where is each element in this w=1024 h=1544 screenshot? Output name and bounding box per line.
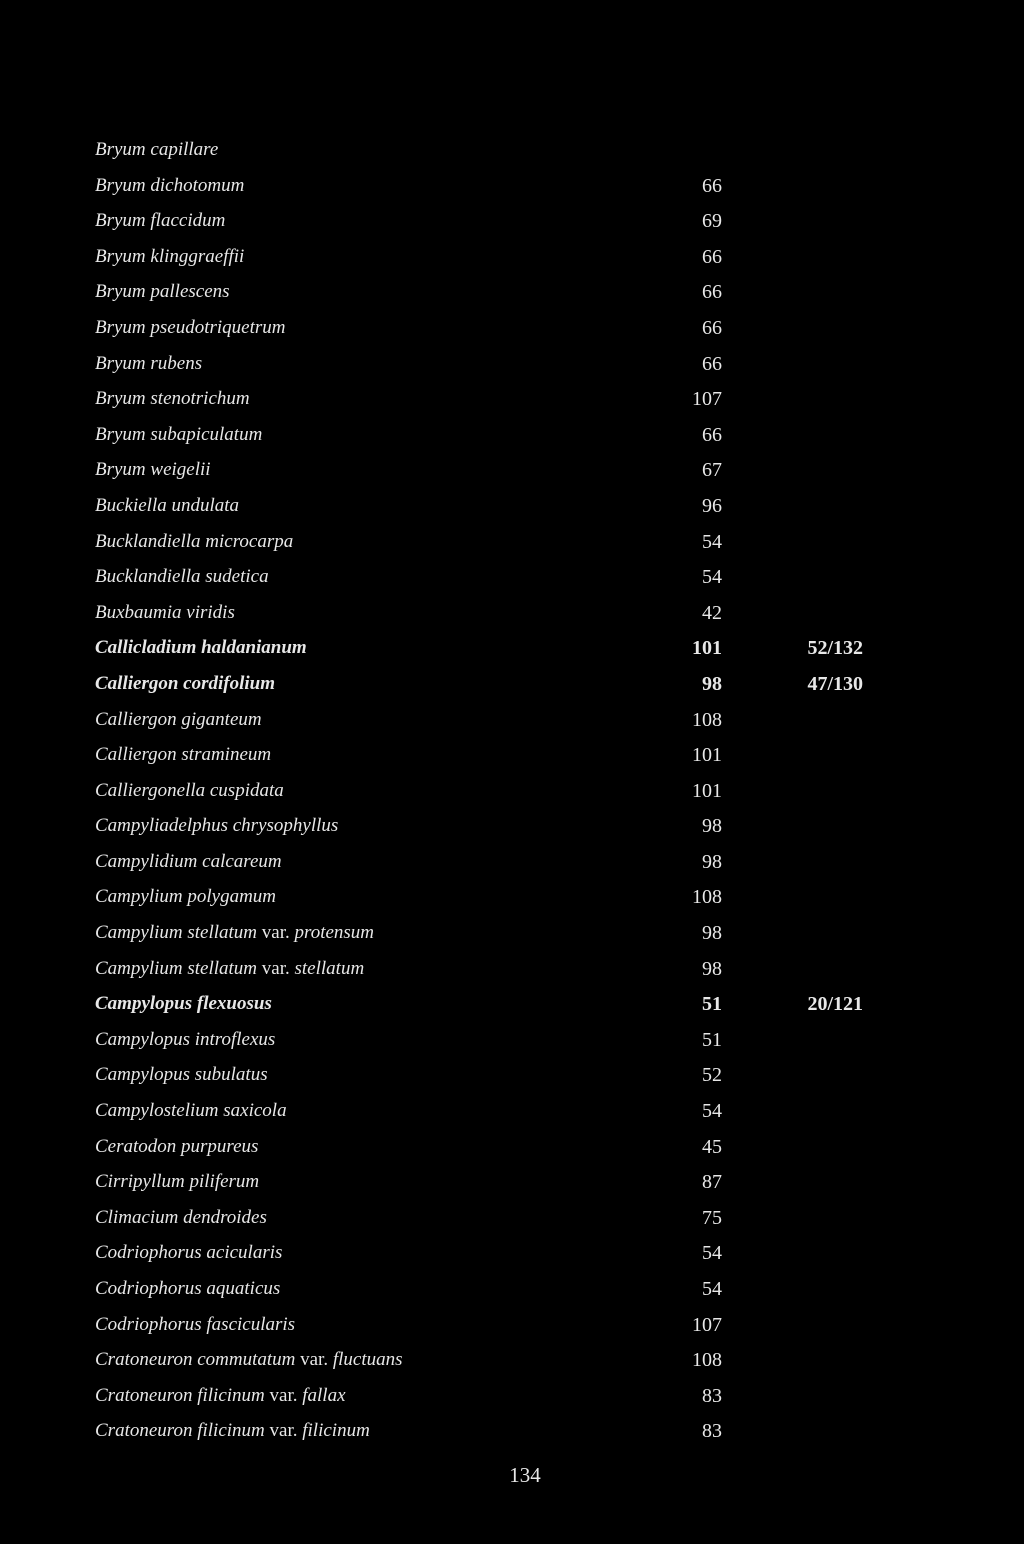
species-name [95,1095,287,1127]
epithet: flexuosus [196,993,272,1015]
page-reference: 54 [702,1242,722,1265]
epithet: sudetica [205,566,269,588]
genus: Campyliadelphus [95,815,228,837]
index-entry [0,953,1024,989]
plate-reference: 20/121 [807,993,863,1016]
species-name [95,134,218,166]
genus: Codriophorus [95,1278,202,1299]
index-entry [0,597,1024,633]
index-entry [0,1095,1024,1131]
species-name [95,917,374,949]
epithet: subulatus [194,1064,268,1086]
rank: var. [269,1420,298,1442]
index-entry [0,1024,1024,1060]
index-entry [0,454,1024,490]
epithet: rubens [150,352,203,374]
index-entry [0,1131,1024,1167]
page-reference: 98 [702,957,722,980]
epithet: stramineum [181,744,272,766]
species-name [95,739,271,771]
page-reference: 54 [702,530,722,553]
genus: Cratoneuron [95,1420,193,1442]
species-name [95,632,307,664]
index-entry [0,988,1024,1024]
epithet: undulata [171,494,240,516]
species-name [95,953,364,985]
species-index-list [0,134,1024,1451]
genus: Calliergon [95,672,179,694]
genus: Climacium [95,1206,179,1228]
genus: Campylopus [95,1028,190,1050]
species-name [95,276,230,308]
genus: Ceratodon [95,1135,177,1157]
index-entry [0,1166,1024,1202]
index-entry [0,846,1024,882]
genus: Bryum [95,245,146,267]
genus: Calliergon [95,744,177,766]
page-reference: 52 [702,1064,722,1087]
species-name [95,1273,280,1305]
species-name [95,383,250,415]
page-reference: 51 [702,993,722,1016]
page-reference: 108 [692,886,722,909]
genus: Campylium [95,957,183,979]
rank: var. [261,957,290,979]
plate-reference: 47/130 [807,672,863,695]
epithet: haldanianum [201,637,307,659]
species-name [95,526,293,558]
species-name [95,846,282,878]
page-reference: 108 [692,708,722,731]
species-name [95,312,286,344]
index-entry [0,1202,1024,1238]
species-name [95,810,338,842]
index-entry [0,1059,1024,1095]
species-name [95,490,239,522]
genus: Codriophorus [95,1313,202,1335]
infraspecific-epithet: protensum [294,922,375,944]
genus: Bryum [95,388,146,410]
page-reference: 45 [702,1135,722,1158]
epithet: fascicularis [206,1313,296,1335]
page-reference: 98 [702,850,722,873]
page-number: 134 [509,1463,541,1487]
epithet: cuspidata [209,779,284,801]
epithet: filicinum [197,1384,265,1406]
infraspecific-epithet: stellatum [294,957,365,979]
page-reference: 54 [702,1278,722,1300]
genus: Campylopus [95,1064,190,1086]
page-reference: 107 [692,1313,722,1336]
genus: Bryum [95,174,146,196]
page-reference: 87 [702,1171,722,1194]
index-entry [0,419,1024,455]
genus: Campylium [95,886,183,908]
epithet: pseudotriquetrum [150,316,286,338]
species-name [95,241,244,273]
genus: Bryum [95,459,146,481]
index-entry [0,1309,1024,1345]
genus: Codriophorus [95,1242,202,1264]
page-reference: 54 [702,1100,722,1123]
species-name [95,348,202,380]
species-name [95,668,275,700]
species-name [95,881,276,913]
epithet: introflexus [194,1028,276,1050]
infraspecific-epithet: fallax [302,1384,346,1406]
index-entry [0,134,1024,170]
species-name [95,1166,259,1198]
genus: Campylopus [95,993,193,1015]
page-reference: 101 [692,637,722,660]
page-reference: 83 [702,1420,722,1443]
genus: Bryum [95,352,146,374]
epithet: cordifolium [183,672,275,694]
epithet: dichotomum [150,174,245,196]
page-reference: 108 [692,1349,722,1372]
page-reference: 66 [702,174,722,197]
page-reference: 66 [702,316,722,339]
page-reference: 51 [702,1028,722,1051]
page-reference: 107 [692,388,722,411]
index-entry [0,170,1024,206]
infraspecific-epithet: fluctuans [332,1349,403,1371]
rank: var. [261,922,290,944]
epithet: stenotrichum [150,388,250,410]
page-reference: 69 [702,210,722,233]
species-name [95,1415,370,1447]
genus: Bryum [95,316,146,338]
epithet: dendroides [183,1206,267,1228]
rank: var. [300,1349,329,1371]
index-entry [0,810,1024,846]
page-reference: 83 [702,1384,722,1407]
page-reference: 101 [692,779,722,802]
page-reference: 66 [702,281,722,304]
epithet: aquaticus [206,1278,281,1299]
page-reference: 66 [702,423,722,446]
index-entry [0,490,1024,526]
index-entry [0,881,1024,917]
index-entry [0,276,1024,312]
genus: Bryum [95,281,146,303]
rank: var. [269,1384,298,1406]
epithet: pallescens [150,281,230,303]
genus: Bryum [95,423,146,445]
page-reference: 54 [702,566,722,589]
epithet: filicinum [197,1420,265,1442]
species-name [95,1237,282,1269]
species-name [95,170,244,202]
page-reference: 42 [702,601,722,624]
species-name [95,454,211,486]
index-entry [0,1344,1024,1380]
index-entry [0,1415,1024,1451]
epithet: weigelii [150,459,211,481]
page-reference: 98 [702,922,722,945]
index-entry [0,1237,1024,1273]
page-reference: 67 [702,459,722,482]
genus: Bryum [95,210,146,232]
index-entry [0,312,1024,348]
epithet: purpureus [181,1135,259,1157]
genus: Calliergon [95,708,177,730]
index-entry [0,1273,1024,1309]
page-reference: 75 [702,1206,722,1229]
index-entry [0,632,1024,668]
genus: Cratoneuron [95,1384,193,1406]
species-name [95,1059,268,1091]
epithet: viridis [186,601,235,623]
species-name [95,1380,346,1412]
genus: Campylium [95,922,183,944]
index-entry [0,205,1024,241]
epithet: flaccidum [150,210,226,232]
page-reference: 98 [702,672,722,695]
index-entry [0,917,1024,953]
genus: Bryum [95,139,146,160]
genus: Cratoneuron [95,1349,193,1371]
epithet: chrysophyllus [232,815,339,837]
species-name [95,205,225,237]
epithet: capillare [150,139,219,160]
epithet: piliferum [189,1171,260,1193]
species-name [95,1024,275,1056]
genus: Bucklandiella [95,566,201,588]
species-name [95,1131,258,1163]
epithet: calcareum [202,850,282,872]
species-name [95,775,284,807]
epithet: stellatum [187,922,258,944]
species-name [95,988,272,1020]
epithet: polygamum [187,886,277,908]
index-entry [0,704,1024,740]
epithet: commutatum [197,1349,296,1371]
species-name [95,1309,295,1341]
epithet: saxicola [223,1100,287,1122]
index-entry [0,668,1024,704]
index-entry [0,241,1024,277]
index-entry [0,561,1024,597]
epithet: giganteum [181,708,262,730]
genus: Callicladium [95,637,197,659]
genus: Campylostelium [95,1100,219,1122]
page-reference: 98 [702,815,722,838]
epithet: acicularis [206,1242,283,1264]
page-reference: 66 [702,245,722,268]
index-entry [0,1380,1024,1416]
genus: Buxbaumia [95,601,182,623]
species-name [95,1344,403,1376]
index-entry [0,526,1024,562]
index-entry [0,348,1024,384]
species-name [95,1202,267,1234]
species-name [95,597,235,629]
plate-reference: 52/132 [807,637,863,660]
page-reference: 66 [702,352,722,375]
genus: Calliergonella [95,779,206,801]
epithet: microcarpa [205,530,294,552]
page-reference: 96 [702,494,722,517]
page-reference: 101 [692,744,722,767]
genus: Bucklandiella [95,530,201,552]
infraspecific-epithet: filicinum [302,1420,370,1442]
species-name [95,561,269,593]
epithet: stellatum [187,957,258,979]
index-entry [0,739,1024,775]
epithet: klinggraeffii [150,245,245,267]
genus: Campylidium [95,850,198,872]
index-entry [0,775,1024,811]
index-entry [0,383,1024,419]
genus: Cirripyllum [95,1171,185,1193]
species-name [95,704,262,736]
genus: Buckiella [95,494,167,516]
species-name [95,419,262,451]
epithet: subapiculatum [150,423,263,445]
